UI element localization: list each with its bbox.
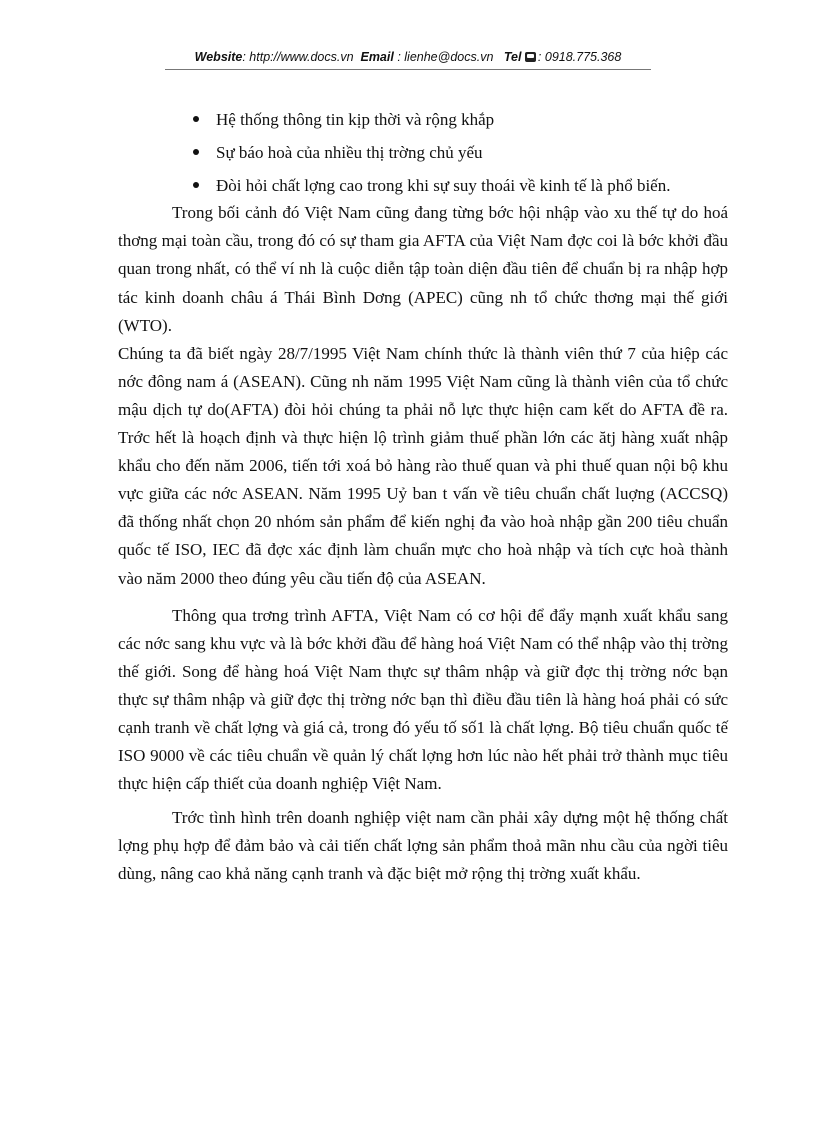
bullet-item: Đòi hỏi chất lợng cao trong khi sự suy thoái về kinh tế là phổ biến. bbox=[172, 172, 728, 200]
email-value[interactable]: : lienhe@docs.vn bbox=[393, 50, 494, 64]
website-label: Website bbox=[194, 50, 243, 64]
tel-value: : 0918.775.368 bbox=[537, 50, 622, 64]
phone-icon bbox=[525, 52, 536, 62]
paragraph-conclusion: Trớc tình hình trên doanh nghiệp việt nam cần phải xây dựng một hệ thống chất lợng phụ hợp để đảm bảo và cải tiến chất lợng sản phẩm thoả mãn nhu cầu của ngời tiêu dùng, nâng cao khả năng cạnh tranh và đặc biệt mở rộng thị trờng xuất khẩu. bbox=[118, 808, 728, 884]
header-divider bbox=[165, 69, 651, 70]
website-value[interactable]: : http://www.docs.vn bbox=[242, 50, 354, 64]
tel-label: Tel bbox=[503, 50, 522, 64]
paragraph-context: Trong bối cảnh đó Việt Nam cũng đang từng bớc hội nhập vào xu thế tự do hoá thơng mại toàn cầu, trong đó có sự tham gia AFTA của Việt Nam đợc coi là bớc khởi đầu quan trong nhất, có thể ví nh là cuộc diễn tập toàn diện đầu tiên để chuẩn bị ra nhập hợp tác kinh doanh châu á Thái Bình Dơng (APEC) cũng nh tổ chức thơng mại thế giới (WTO). bbox=[118, 203, 728, 335]
paragraph-afta: Thông qua trơng trình AFTA, Việt Nam có cơ hội để đẩy mạnh xuất khẩu sang các nớc sang khu vực và là bớc khởi đầu để hàng hoá Việt Nam có thể nhập vào thị trờng thế giới. Song để hàng hoá Việt Nam thực sự thâm nhập và giữ đợc thị trờng nớc bạn thực sự thâm nhập và giữ đợc thị trờng nớc bạn thì điều đầu tiên là hàng hoá phải có sức cạnh tranh về chất lợng và giá cả, trong đó yếu tố số1 là chất lợng. Bộ tiêu chuẩn quốc tế ISO 9000 về các tiêu chuẩn về quản lý chất lợng hơn lúc nào hết phải trở thành mục tiêu thực hiện cấp thiết của doanh nghiệp Việt Nam. bbox=[118, 605, 728, 794]
bullet-item: Hệ thống thông tin kịp thời và rộng khắp bbox=[172, 106, 728, 134]
bullet-list bbox=[172, 106, 728, 200]
email-label: Email bbox=[360, 50, 394, 64]
bullet-item: Sự báo hoà của nhiều thị trờng chủ yếu bbox=[172, 139, 728, 167]
document-body bbox=[118, 106, 728, 889]
paragraph-asean: Chúng ta đã biết ngày 28/7/1995 Việt Nam chính thức là thành viên thứ 7 của hiệp các nớc đông nam á (ASEAN). Cũng nh năm 1995 Việt Nam cũng là thành viên của tổ chức mậu dịch tự do(AFTA) đòi hỏi chúng ta phải nỗ lực thực hiện cam kết do AFTA đề ra. Trớc hết là hoạch định và thực hiện lộ trình giảm thuế phần lớn các ătj hàng xuất nhập khẩu cho đến năm 2006, tiến tới xoá bỏ hàng rào thuế quan và phi thuế quan nội bộ khu vực giữa các nớc ASEAN. Năm 1995 Uỷ ban t vấn về tiêu chuẩn chất luợng (ACCSQ) đã thống nhất chọn 20 nhóm sản phẩm để kiến nghị đa vào hoà nhập gần 200 tiêu chuẩn quốc tế ISO, IEC đã đợc xác định làm chuẩn mực cho hoà nhập và tích cực hoà thành vào năm 2000 theo đúng yêu cầu tiến độ của ASEAN. bbox=[118, 343, 728, 588]
page-header bbox=[0, 50, 816, 64]
